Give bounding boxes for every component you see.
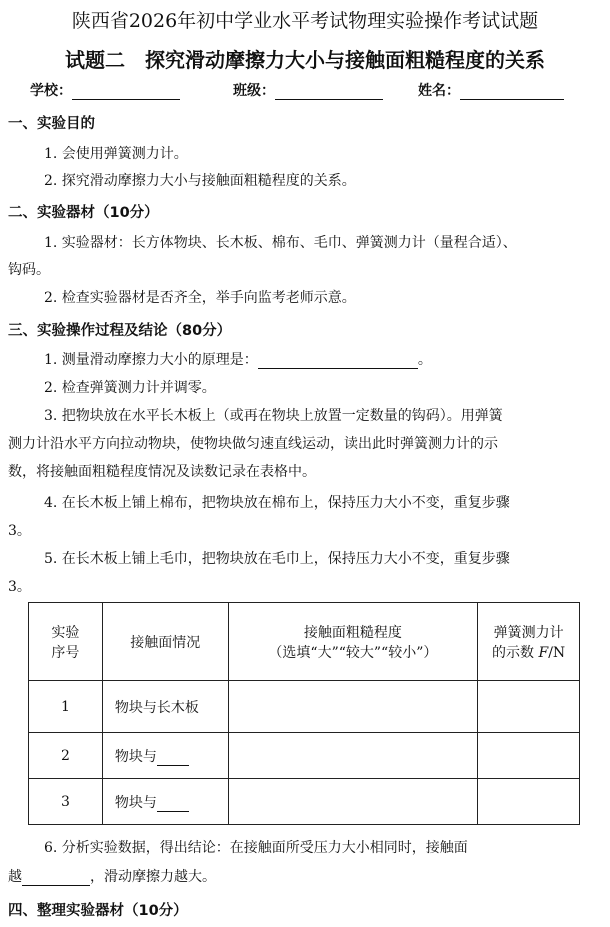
surface-cell [102,779,228,825]
surface-text: 物块与 [114,794,157,811]
reading-cell[interactable] [478,681,580,733]
step5-line: 5. 在长木板上铺上毛巾，把物块放在毛巾上，保持压力大小不变，重复步骤 [44,551,510,567]
name-blank[interactable] [460,85,564,100]
table-row [29,779,580,825]
step6-line2 [8,866,216,886]
header-text [478,642,579,662]
surface-blank[interactable] [157,751,189,766]
trial-number: 3 [29,779,103,825]
exam-title: 陕西省2026年初中学业水平考试物理实验操作考试试题 [71,10,539,32]
step1-text: 1. 测量滑动摩擦力大小的原理是： [44,352,258,368]
table-header-row [29,603,580,681]
step3-line: 3. 把物块放在水平长木板上（或再在物块上放置一定数量的钩码）。用弹簧 [44,408,503,424]
step6-line: 6. 分析实验数据，得出结论：在接触面所受压力大小相同时，接触面 [44,840,468,856]
step3-line: 数，将接触面粗糙程度情况及读数记录在表格中。 [8,464,316,480]
roughness-cell[interactable] [228,681,478,733]
principle-blank[interactable] [258,354,418,369]
surface-cell [102,733,228,779]
section4-heading: 四、整理实验器材（10分） [8,903,188,919]
step5-line: 3。 [8,579,31,595]
reading-cell[interactable] [478,779,580,825]
reading-cell[interactable] [478,733,580,779]
name-field [418,80,564,100]
trial-number: 2 [29,733,103,779]
data-table [28,602,580,825]
table-row [29,733,580,779]
school-label: 学校： [30,83,72,99]
header-trial-no [29,603,103,681]
question-title: 试题二 探究滑动摩擦力大小与接触面粗糙程度的关系 [65,48,545,72]
section1-item: 2. 探究滑动摩擦力大小与接触面粗糙程度的关系。 [44,173,356,189]
class-blank[interactable] [275,85,383,100]
step2: 2. 检查弹簧测力计并调零。 [44,380,216,396]
unit: /N [548,644,566,661]
table-row [29,681,580,733]
header-text: （选填“大”“较大”“较小”） [268,644,438,661]
header-text: 弹簧测力计 [493,624,564,641]
section3-heading: 三、实验操作过程及结论（80分） [8,323,232,339]
class-label: 班级： [233,83,275,99]
step1 [44,349,432,369]
header-surface: 接触面情况 [102,603,228,681]
header-text: 接触面粗糙程度 [303,624,402,641]
step4-line: 3。 [8,523,31,539]
section2-item1: 1. 实验器材：长方体物块、长木板、棉布、毛巾、弹簧测力计（量程合适）、 [44,235,517,251]
section2-item2: 2. 检查实验器材是否齐全，举手向监考老师示意。 [44,290,356,306]
school-field [30,80,180,100]
trial-number: 1 [29,681,103,733]
surface-blank[interactable] [157,797,189,812]
step1-end: 。 [417,352,432,368]
conclusion-blank[interactable] [22,871,90,886]
surface-text: 物块与 [114,748,157,765]
name-label: 姓名： [418,83,460,99]
section1-item: 1. 会使用弹簧测力计。 [44,146,188,162]
class-field [233,80,383,100]
roughness-cell[interactable] [228,779,478,825]
header-text: 实验 [51,624,80,641]
section2-item1-cont: 钩码。 [8,262,50,278]
surface-cell: 物块与长木板 [102,681,228,733]
step6-text: 越 [8,869,22,885]
step4-line: 4. 在长木板上铺上棉布，把物块放在棉布上，保持压力大小不变，重复步骤 [44,495,510,511]
header-roughness [228,603,478,681]
header-text: 的示数 [492,644,535,661]
header-text: 序号 [51,644,80,661]
section2-heading: 二、实验器材（10分） [8,205,159,221]
header-reading [478,603,580,681]
roughness-cell[interactable] [228,733,478,779]
step3-line: 测力计沿水平方向拉动物块，使物块做匀速直线运动，读出此时弹簧测力计的示 [8,436,498,452]
force-symbol: F [538,644,549,661]
section1-heading: 一、实验目的 [8,116,95,132]
step6-text: ，滑动摩擦力越大。 [90,869,216,885]
school-blank[interactable] [72,85,180,100]
